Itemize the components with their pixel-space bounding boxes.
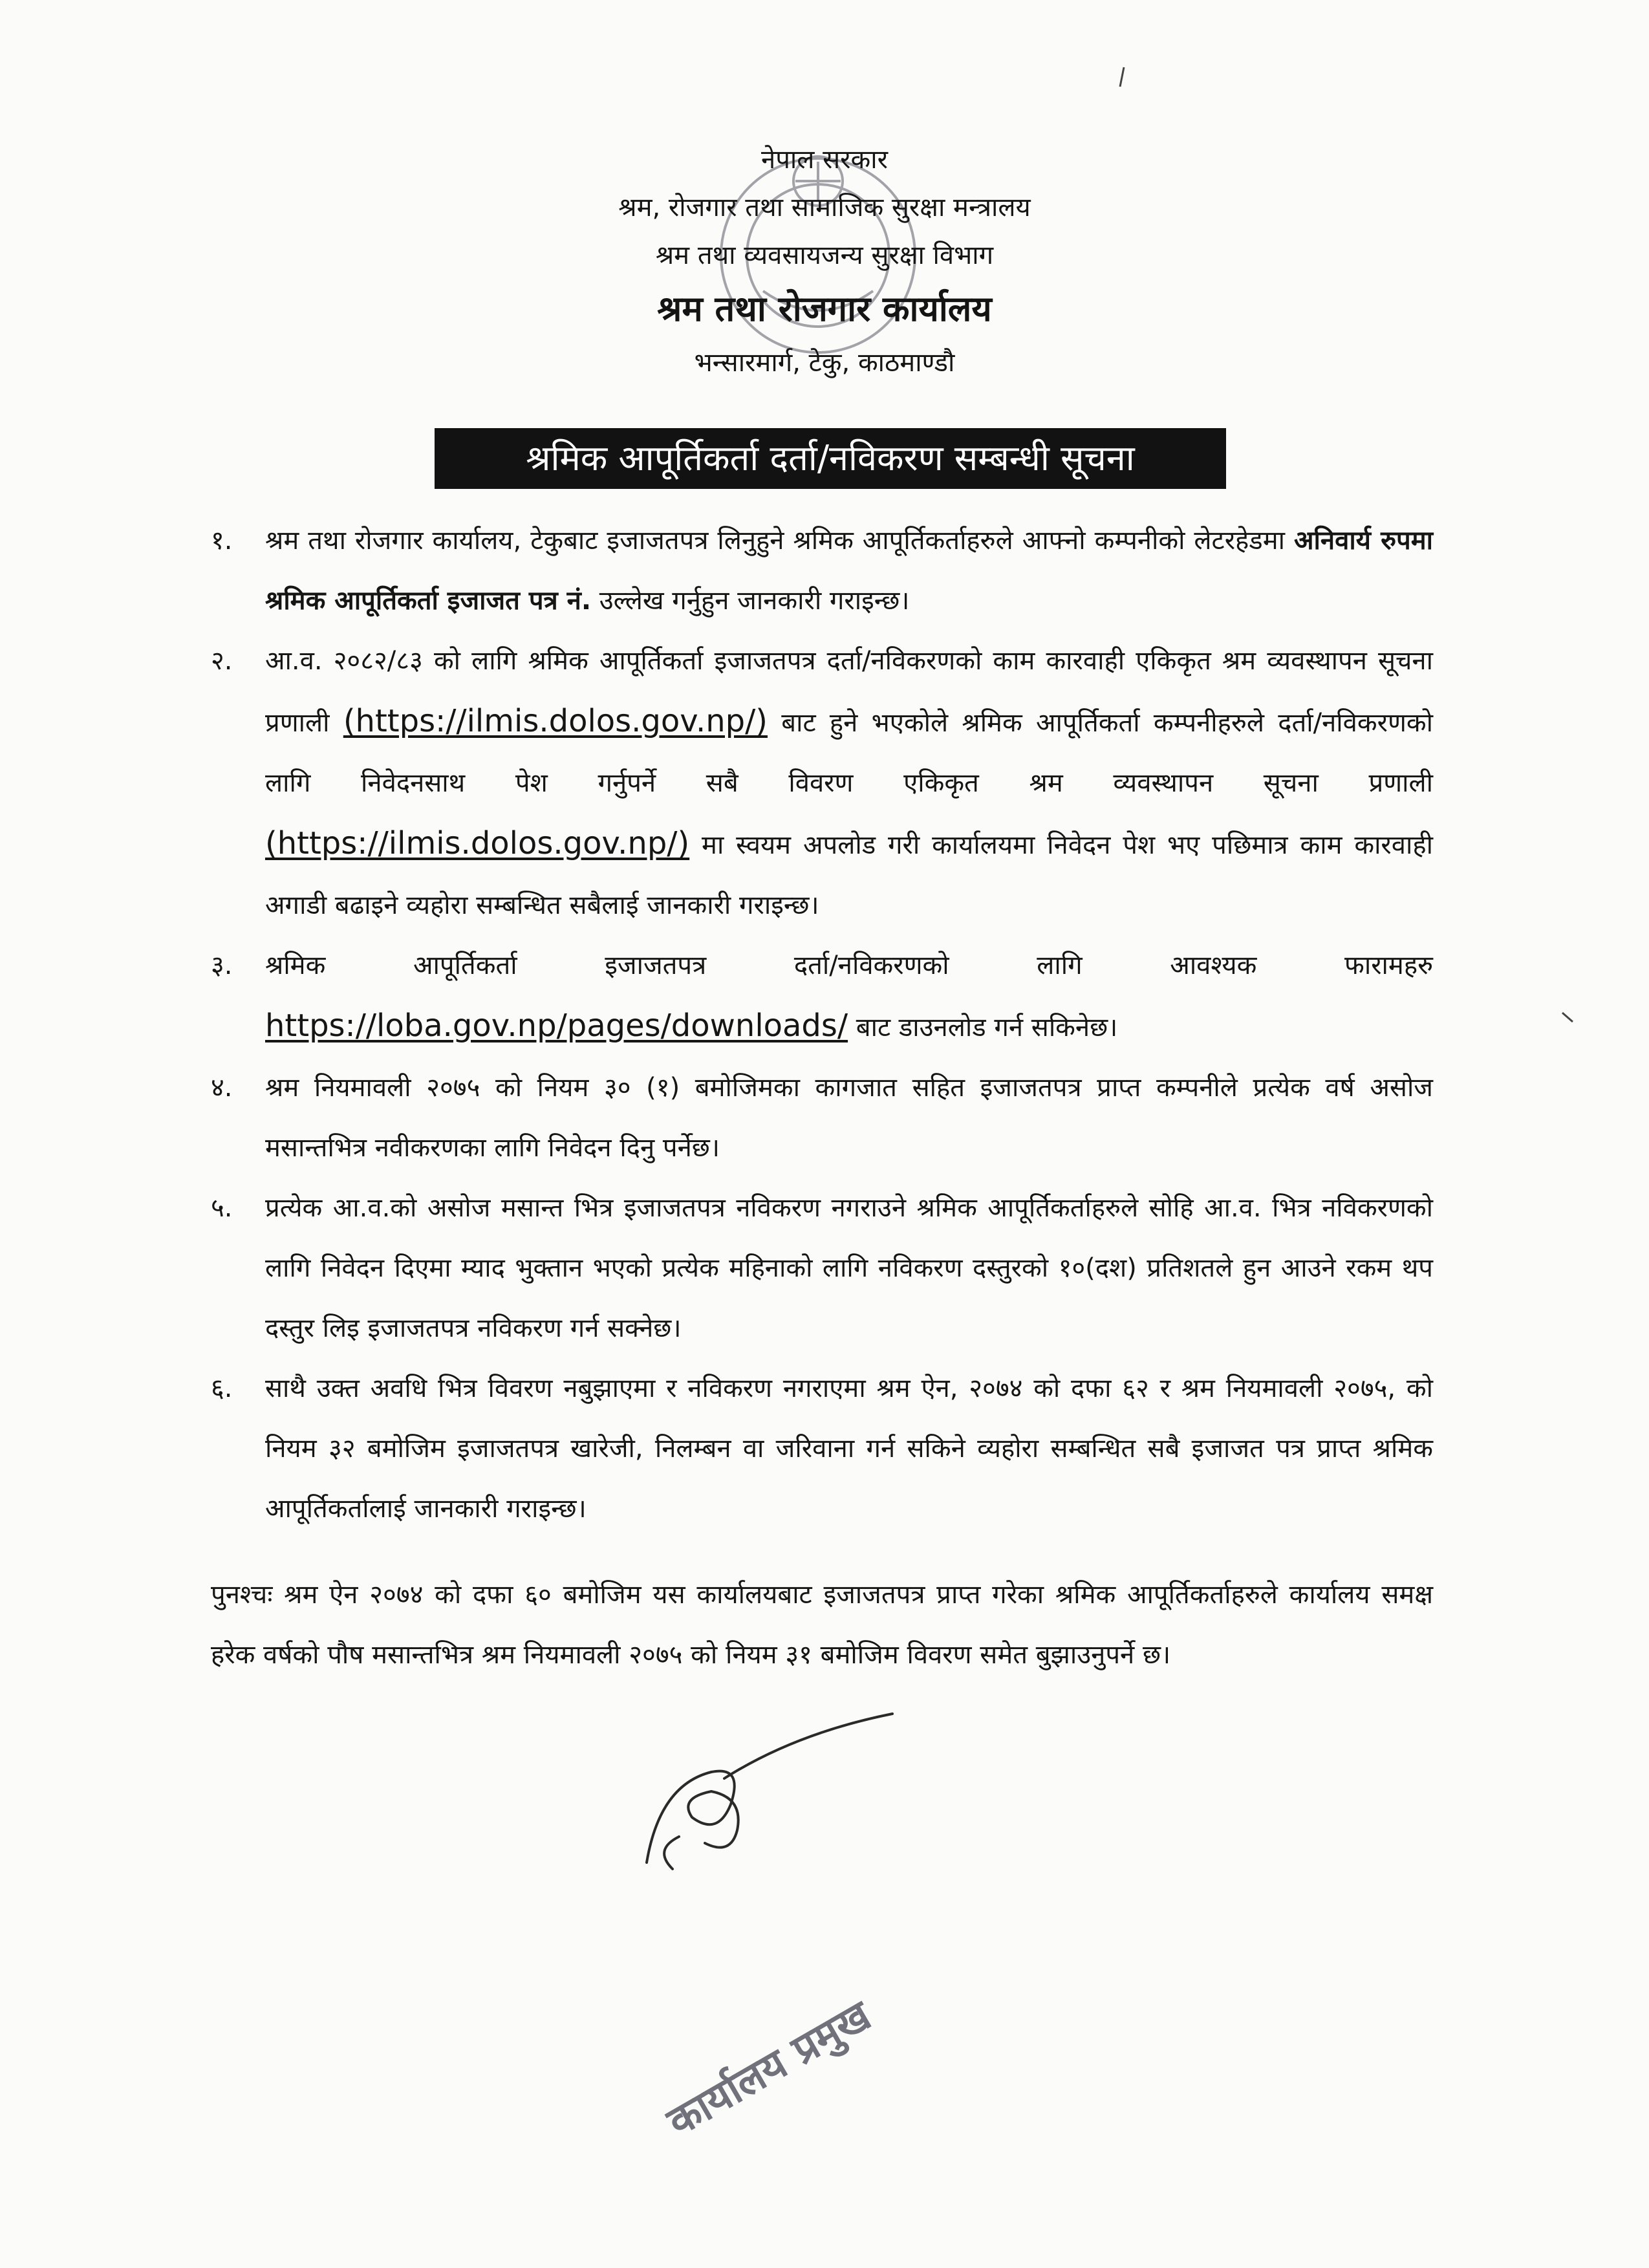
office-name: श्रम तथा रोजगार कार्यालय [657,288,992,329]
ilmis-link[interactable]: (https://ilmis.dolos.gov.np/) [343,703,768,739]
office-chief-stamp [601,1972,938,2166]
item-number: ३. [211,951,233,980]
item-number: ६. [211,1374,233,1403]
letterhead [0,136,1649,387]
item-text: साथै उक्त अवधि भित्र विवरण नबुझाएमा र नविकरण नगराएमा श्रम ऐन, २०७४ को दफा ६२ र श्रम नियमावली २०७५, को नियम ३२ बमोजिम इजाजतपत्र खारेजी, निलम्बन वा जरिवाना गर्न सकिने व्यहोरा सम्बन्धित सबै इजाजत पत्र प्राप्त श्रमिक आपूर्तिकर्तालाई जानकारी गराइन्छ। [265,1374,1433,1524]
item-text-part: उल्लेख गर्नुहुन जानकारी गराइन्छ। [591,586,910,616]
item-text-part: आ.व. २०८२/८३ को लागि श्रमिक आपूर्तिकर्ता इजाजतपत्र दर्ता/नविकरणको काम कारवाही एकिकृत श्रम व्यवस्थापन सूचना प्रणाली [265,646,1433,738]
item-text-part: श्रम तथा रोजगार कार्यालय, टेकुबाट इजाजतपत्र लिनुहुने श्रमिक आपूर्तिकर्ताहरुले आफ्नो कम्पनीको लेटरहेडमा [265,526,1294,556]
ilmis-link[interactable]: (https://ilmis.dolos.gov.np/) [265,825,690,861]
notice-body [211,511,1433,1711]
list-item [211,1058,1433,1178]
item-text: प्रत्येक आ.व.को असोज मसान्त भित्र इजाजतपत्र नविकरण नगराउने श्रमिक आपूर्तिकर्ताहरुले सोहि आ.व. भित्र नविकरणको लागि निवेदन दिएमा म्याद भुक्तान भएको प्रत्येक महिनाको लागि नविकरण दस्तुरको १०(दश) प्रतिशतले हुन आउने रकम थप दस्तुर लिइ इजाजतपत्र नविकरण गर्न सक्नेछ। [265,1193,1433,1343]
notice-title: श्रमिक आपूर्तिकर्ता दर्ता/नविकरण सम्बन्धी सूचना [435,428,1226,489]
downloads-link[interactable]: https://loba.gov.np/pages/downloads/ [265,1008,848,1044]
item-text-part: श्रमिक आपूर्तिकर्ता इजाजतपत्र दर्ता/नविकरणको लागि आवश्यक फारामहरु [265,951,1433,980]
list-item [211,1359,1433,1539]
signature [634,1707,931,1901]
postscript-note: पुनश्चः श्रम ऐन २०७४ को दफा ६० बमोजिम यस कार्यालयबाट इजाजतपत्र प्राप्त गरेका श्रमिक आपूर्तिकर्ताहरुले कार्यालय समक्ष हरेक वर्षको पौष मसान्तभित्र श्रम नियमावली २०७५ को नियम ३१ बमोजिम विवरण समेत बुझाउनुपर्ने छ। [211,1580,1433,1670]
item-text-part: बाट हुने भएकोले श्रमिक आपूर्तिकर्ता कम्पनीहरुले दर्ता/नविकरणको लागि निवेदनसाथ पेश गर्नुपर्ने सबै विवरण एकिकृत श्रम व्यवस्थापन सूचना प्रणाली [265,708,1433,798]
item-text [265,631,1433,936]
item-text-part: बाट डाउनलोड गर्न सकिनेछ। [848,1013,1118,1042]
list-item [211,511,1433,631]
item-text-part: मा स्वयम अपलोड गरी कार्यालयमा निवेदन पेश भए पछिमात्र काम कारवाही अगाडी बढाइने व्यहोरा सम्बन्धित सबैलाई जानकारी गराइन्छ। [265,830,1433,920]
item-text [265,511,1433,631]
stamp-text: कार्यालय प्रमुख [659,1991,879,2146]
list-item [211,631,1433,936]
item-number: ५. [211,1193,233,1223]
list-item [211,936,1433,1058]
ministry-name: श्रम, रोजगार तथा सामाजिक सुरक्षा मन्त्रालय [618,193,1031,222]
office-address: भन्सारमार्ग, टेकु, काठमाण्डौ [694,348,955,378]
department-name: श्रम तथा व्यवसायजन्य सुरक्षा विभाग [655,241,994,270]
item-number: २. [211,646,233,676]
item-number: १. [211,526,233,556]
item-text: श्रम नियमावली २०७५ को नियम ३० (१) बमोजिमका कागजात सहित इजाजतपत्र प्राप्त कम्पनीले प्रत्येक वर्ष असोज मसान्तभित्र नवीकरणका लागि निवेदन दिनु पर्नेछ। [265,1073,1433,1163]
item-number: ४. [211,1073,233,1103]
emphasis-text: अनिवार्य रुपमा श्रमिक आपूर्तिकर्ता इजाजत पत्र नं. [265,526,1434,616]
item-text [265,936,1433,1058]
pen-mark-icon [1558,1009,1578,1028]
government-name: नेपाल सरकार [761,145,888,175]
pen-mark-icon [1112,65,1132,91]
list-item [211,1178,1433,1359]
